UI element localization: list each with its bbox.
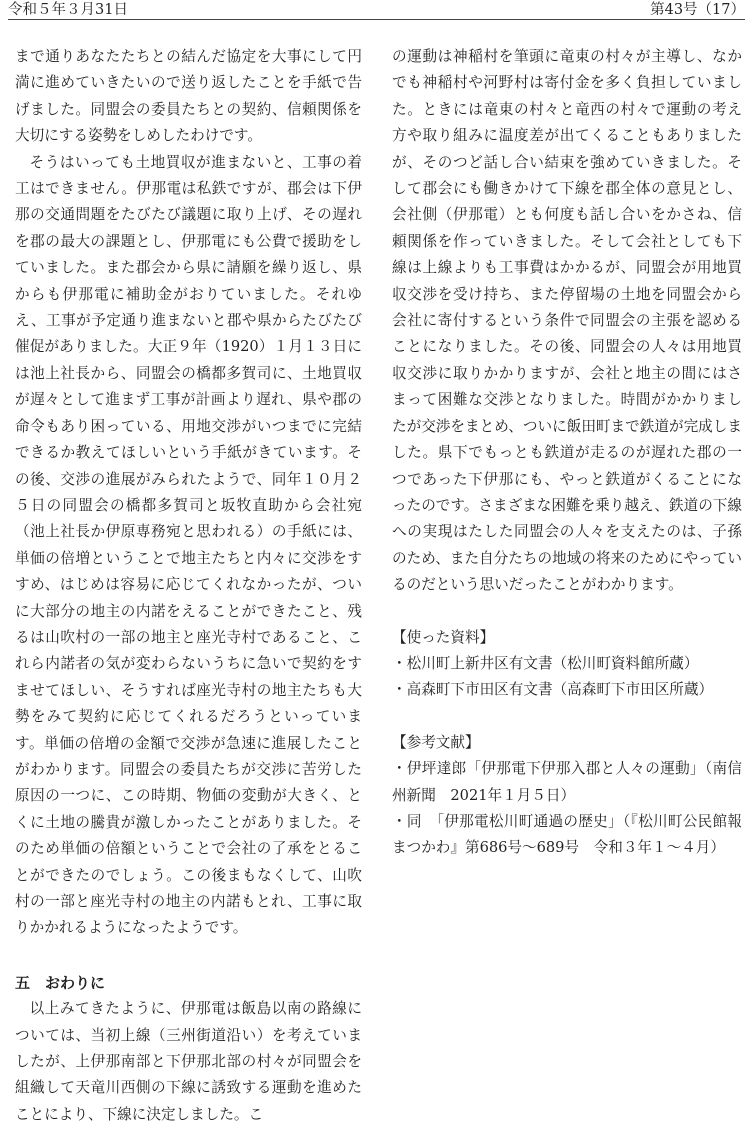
section-heading-conclusion: 五 おわりに	[15, 973, 106, 992]
header-issue-page: 第43号（17）	[650, 2, 745, 18]
paragraph-conclusion: 以上みてきたように、伊那電は飯島以南の路線については、当初上線（三州街道沿い）を考えていましたが、上伊那南部と下伊那北部の村々が同盟会を組織して天竜川西側の下線に誘致する運動を進めたことにより、下線に決定しました。こ	[15, 1000, 362, 1123]
references-section	[392, 730, 742, 862]
sources-section	[392, 625, 742, 704]
paragraph-conclusion-continued: の運動は神稲村を筆頭に竜東の村々が主導し、なかでも神稲村や河野村は寄付金を多く負担していました。ときには竜東の村々と竜西の村々で運動の考え方や取り組みに温度差が出てくることもありましたが、そのつど話し合い結束を強めていきました。そして郡会にも働きかけて下線を郡全体の意見とし、会社側（伊那電）とも何度も話し合いをかさね、信頼関係を作っていきました。そして会社としても下線は上線よりも工事費はかかるが、同盟会が用地買収交渉を受け持ち、また停留場の土地を同盟会から会社に寄付するという条件で同盟会の主張を認めることになりました。その後、同盟会の人々は用地買収交渉に取りかかりますが、会社と地主の間にはさまって困難な交渉となりました。時間がかかりましたが交渉をまとめ、ついに飯田町まで鉄道が完成しました。県下でもっとも鉄道が走るのが遅れた郡の一つであった下伊那にも、やっと鉄道がくることになったのです。さまざまな困難を乗り越え、鉄道の下線への実現はたした同盟会の人々を支えたのは、子孫のため、また自分たちの地域の将来のためにやっているのだという思いだったことがわかります。	[392, 48, 742, 594]
paragraph-land-purchase: そうはいっても土地買収が進まないと、工事の着工はできません。伊那電は私鉄ですが、郡会は下伊那の交通問題をたびたび議題に取り上げ、その遅れを郡の最大の課題とし、伊那電にも公費で援助をしていました。また郡会から県に請願を繰り返し、県からも伊那電に補助金がおりていました。それゆえ、工事が予定通り進まないと郡や県からたびたび催促がありました。大正９年（1920）１月１３日には池上社長から、同盟会の橋都多賀司に、土地買収が遅々として進まず工事が計画より遅れ、県や郡の命令もあり困っている、用地交渉がいつまでに完結できるか教えてほしいという手紙がきています。その後、交渉の進展がみられたようで、同年１０月２５日の同盟会の橋都多賀司と坂牧直助から会社宛（池上社長か伊原専務宛と思われる）の手紙には、単価の倍増ということで地主たちと内々に交渉をすすめ、はじめは容易に応じてくれなかったが、ついに大部分の地主の内諾をえることができたこと、残るは山吹村の一部の地主と座光寺村であること、これら内諾者の気が変わらないうちに急いで契約をすませてほしい、そうすれば座光寺村の地主たちも大勢をみて契約に応じてくれるだろうといっています。単価の倍増の金額で交渉が急速に進展したことがわかります。同盟会の委員たちが交渉に苦労した原因の一つに、この時期、物価の変動が大きく、とくに土地の騰貴が激しかったことがありました。そのため単価の倍額ということで会社の了承をとることができたのでしょう。この後まもなくして、山吹村の一部と座光寺村の地主の内諾もとれ、工事に取りかかれるようになったようです。	[15, 153, 362, 937]
left-column	[15, 44, 362, 1128]
page-header	[8, 0, 745, 22]
reference-item: ・伊坪達郎「伊那電下伊那入郡と人々の運動」（南信州新聞 2021年１月５日）	[392, 760, 742, 804]
source-item: ・高森町下市田区有文書（高森町下市田区所蔵）	[392, 681, 714, 699]
references-title: 【参考文献】	[392, 733, 480, 751]
header-date: 令和５年３月31日	[8, 2, 128, 18]
sources-title: 【使った資料】	[392, 628, 495, 646]
source-item: ・松川町上新井区有文書（松川町資料館所蔵）	[392, 654, 699, 672]
right-column	[392, 44, 742, 862]
header-rule	[8, 19, 745, 20]
paragraph-continued: まで通りあなたたちとの結んだ協定を大事にして円満に進めていきたいので送り返したことを手紙で告げました。同盟会の委員たちとの契約、信頼関係を大切にする姿勢をしめしたわけです。	[15, 48, 362, 145]
reference-item: ・同 「伊那電松川町通過の歴史」（『松川町公民館報まつかわ』第686号〜689号 令和３年１〜４月）	[392, 812, 742, 857]
